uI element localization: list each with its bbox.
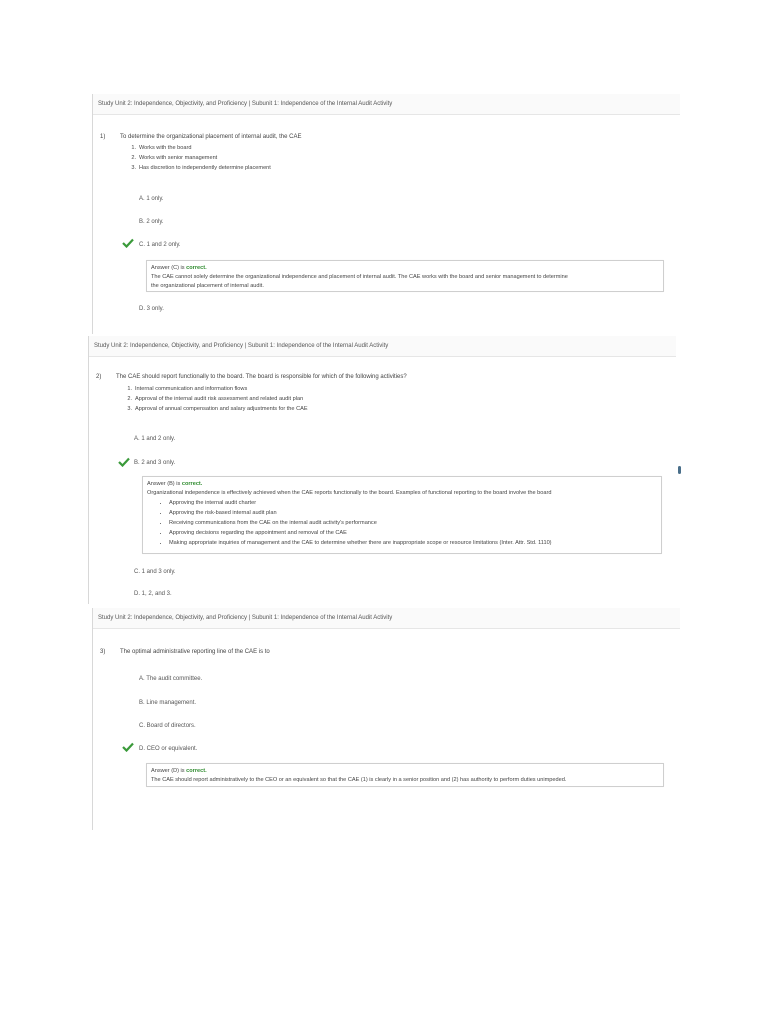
unit-header: Study Unit 2: Independence, Objectivity, and Proficiency | Subunit 1: Independence of the Internal Audit Activity: [92, 94, 680, 115]
answer-explanation: Answer (C) is correct. The CAE cannot solely determine the organizational independence and placement of internal audit. The CAE works with the board and senior management to determine the organizational placement of internal audit.: [146, 260, 664, 292]
choice-d[interactable]: D. 1, 2, and 3.: [134, 591, 172, 597]
choice-c[interactable]: C. 1 and 3 only.: [134, 569, 176, 575]
list-item: 1. Works with the board: [131, 145, 192, 151]
correct-label: correct.: [181, 481, 203, 487]
block-border: [92, 608, 93, 830]
checkmark-icon: [122, 238, 134, 248]
block-border: [92, 94, 93, 334]
question-number: 3): [100, 649, 106, 655]
scroll-indicator[interactable]: [678, 466, 681, 474]
question-number: 1): [100, 134, 106, 140]
correct-label: correct.: [186, 265, 207, 271]
question-stem: The CAE should report functionally to the board. The board is responsible for which of the following activities?: [116, 374, 407, 380]
question-stem: The optimal administrative reporting line of the CAE is to: [120, 649, 270, 655]
question-number: 2): [96, 374, 102, 380]
choice-b[interactable]: B. 2 only.: [139, 219, 164, 225]
list-item: • Approving the risk-based internal audit plan: [169, 508, 657, 518]
list-item: 3. Has discretion to independently determine placement: [131, 165, 271, 171]
unit-header: Study Unit 2: Independence, Objectivity, and Proficiency | Subunit 1: Independence of the Internal Audit Activity: [92, 608, 680, 629]
list-item: 2. Works with senior management: [131, 155, 218, 161]
block-border: [88, 336, 89, 604]
list-item: 2. Approval of the internal audit risk assessment and related audit plan: [127, 396, 304, 402]
list-item: 1. Internal communication and information flows: [127, 386, 248, 392]
choice-c[interactable]: C. 1 and 2 only.: [139, 242, 181, 248]
answer-explanation: Answer (D) is correct. The CAE should report administratively to the CEO or an equivalent so that the CAE (1) is clearly in a senior position and (2) has authority to perform duties unimpeded.: [146, 763, 664, 787]
answer-explanation: Answer (B) is correct. Organizational independence is effectively achieved when the CAE reports functionally to the board. Examples of functional reporting to the board involve the board • Approving the internal audit charter • Approving the risk-based internal audit plan • Receiving communications from the CAE on the internal audit activity's performance • Approving decisions regarding the appointment and removal of the CAE • Making appropriate inquiries of management and the CAE to determine whether there are inappropriate scope or resource limitations (Inter. Attr. Std. 1110): [142, 476, 662, 554]
choice-a[interactable]: A. 1 and 2 only.: [134, 436, 176, 442]
correct-label: correct.: [186, 768, 207, 774]
question-block-3: [92, 608, 680, 830]
choice-d[interactable]: D. 3 only.: [139, 306, 164, 312]
choice-b[interactable]: B. Line management.: [139, 700, 197, 706]
unit-header: Study Unit 2: Independence, Objectivity, and Proficiency | Subunit 1: Independence of the Internal Audit Activity: [88, 336, 676, 357]
checkmark-icon: [122, 742, 134, 752]
choice-d[interactable]: D. CEO or equivalent.: [139, 746, 198, 752]
question-stem: To determine the organizational placement of internal audit, the CAE: [120, 134, 302, 140]
checkmark-icon: [118, 457, 130, 467]
choice-a[interactable]: A. 1 only.: [139, 196, 164, 202]
list-item: • Making appropriate inquiries of management and the CAE to determine whether there are inappropriate scope or resource limitations (Inter. Attr. Std. 1110): [169, 538, 657, 548]
statement-list: [124, 384, 308, 414]
list-item: • Approving the internal audit charter: [169, 498, 657, 508]
statement-list: [128, 143, 271, 173]
choice-b[interactable]: B. 2 and 3 only.: [134, 460, 176, 466]
list-item: • Receiving communications from the CAE on the internal audit activity's performance: [169, 518, 657, 528]
list-item: 3. Approval of annual compensation and salary adjustments for the CAE: [127, 406, 308, 412]
question-block-2: [88, 336, 676, 604]
choice-a[interactable]: A. The audit committee.: [139, 676, 203, 682]
choice-c[interactable]: C. Board of directors.: [139, 723, 196, 729]
list-item: • Approving decisions regarding the appointment and removal of the CAE: [169, 528, 657, 538]
bullet-list: [147, 498, 657, 548]
question-block-1: [92, 94, 680, 334]
